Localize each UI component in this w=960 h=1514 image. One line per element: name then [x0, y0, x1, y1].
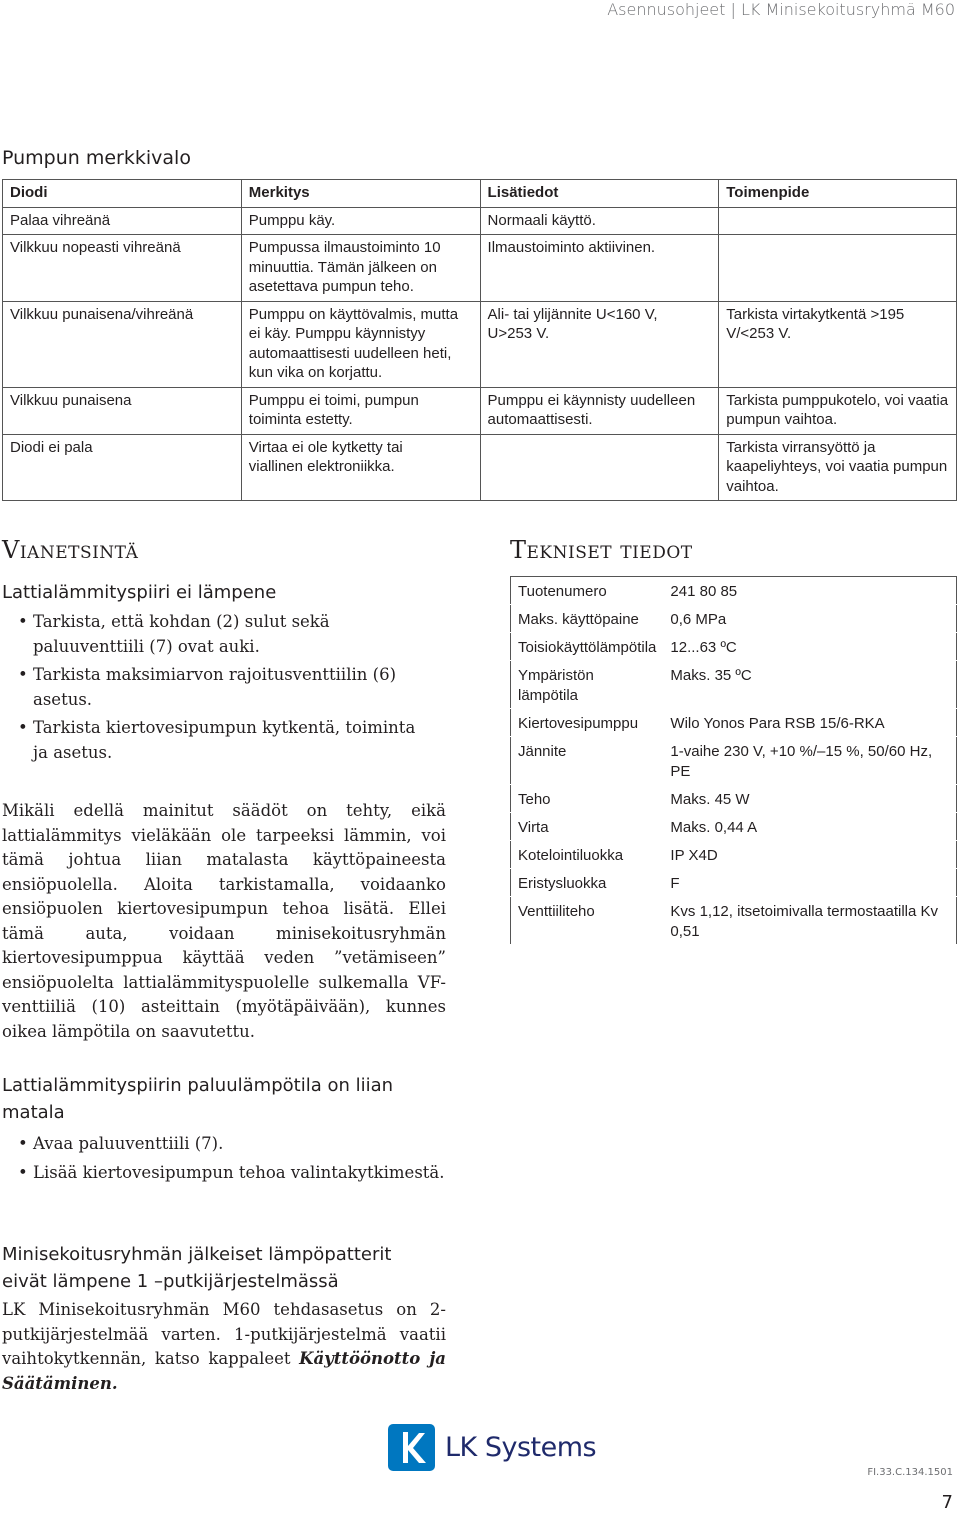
- tech-key: Eristysluokka: [511, 869, 664, 897]
- tech-value: Wilo Yonos Para RSB 15/6-RKA: [663, 709, 956, 737]
- tech-value: 0,6 MPa: [663, 605, 956, 633]
- tech-row: [511, 897, 957, 945]
- tech-value: Maks. 35 ºC: [663, 661, 956, 709]
- tech-row: [511, 813, 957, 841]
- section1-title: Lattialämmityspiiri ei lämpene: [2, 582, 277, 603]
- indicator-table: [2, 179, 957, 501]
- section3-emphasis: Käyttöönotto ja Säätäminen.: [2, 1349, 446, 1393]
- tech-row: [511, 869, 957, 897]
- table-cell: Diodi ei pala: [3, 434, 242, 501]
- table-cell: Vilkkuu nopeasti vihreänä: [3, 235, 242, 302]
- tech-row: [511, 605, 957, 633]
- table-cell: Ali- tai ylijännite U<160 V, U>253 V.: [480, 301, 719, 387]
- table-cell: [719, 207, 957, 235]
- troubleshooting-title: Vianetsintä: [2, 536, 139, 564]
- tech-value: 12...63 ºC: [663, 633, 956, 661]
- tech-value: Maks. 0,44 A: [663, 813, 956, 841]
- tech-row: [511, 709, 957, 737]
- tech-key: Kotelointiluokka: [511, 841, 664, 869]
- tech-key: Tuotenumero: [511, 577, 664, 605]
- column-header: Lisätiedot: [480, 180, 719, 208]
- section3-text: LK Minisekoitusryhmän M60 tehdasasetus on 2-putkijärjestelmää varten. 1-putkijärjestelmä vaatii vaihtokytkennän, katso kappaleet: [2, 1300, 446, 1368]
- tech-key: Virta: [511, 813, 664, 841]
- table-header-row: [3, 180, 957, 208]
- tech-key: Ympäristön lämpötila: [511, 661, 664, 709]
- table-cell: Pumppu käy.: [241, 207, 480, 235]
- section2-bullets: [0, 1132, 450, 1189]
- table-cell: Vilkkuu punaisena: [3, 387, 242, 434]
- tech-key: Kiertovesipumppu: [511, 709, 664, 737]
- list-item: • Tarkista maksimiarvon rajoitusventtiilin (6) asetus.: [0, 663, 432, 712]
- table-row: [3, 434, 957, 501]
- tech-value: IP X4D: [663, 841, 956, 869]
- lk-logo-mark-icon: [388, 1424, 435, 1471]
- tech-key: Teho: [511, 785, 664, 813]
- tech-row: [511, 577, 957, 605]
- column-header: Merkitys: [241, 180, 480, 208]
- tech-row: [511, 785, 957, 813]
- tech-row: [511, 661, 957, 709]
- section2-title: Lattialämmityspiirin paluulämpötila on liian matala: [2, 1075, 394, 1123]
- table-cell: Pumppu ei toimi, pumpun toiminta estetty.: [241, 387, 480, 434]
- column-header: Diodi: [3, 180, 242, 208]
- table-cell: [480, 434, 719, 501]
- tech-row: [511, 633, 957, 661]
- tech-row: [511, 841, 957, 869]
- logo-text: LK Systems: [445, 1432, 597, 1463]
- company-logo: [388, 1424, 596, 1471]
- table-row: [3, 301, 957, 387]
- page-number: 7: [941, 1492, 953, 1513]
- tech-title: Tekniset tiedot: [510, 536, 693, 564]
- tech-key: Venttiiliteho: [511, 897, 664, 945]
- tech-key: Maks. käyttöpaine: [511, 605, 664, 633]
- document-number: FI.33.C.134.1501: [867, 1467, 953, 1478]
- table-row: [3, 387, 957, 434]
- list-item: • Lisää kiertovesipumpun tehoa valintakytkimestä.: [0, 1161, 450, 1186]
- table-row: [3, 207, 957, 235]
- tech-key: Jännite: [511, 737, 664, 785]
- tech-value: 1-vaihe 230 V, +10 %/–15 %, 50/60 Hz, PE: [663, 737, 956, 785]
- table-cell: Pumpussa ilmaustoiminto 10 minuuttia. Tämän jälkeen on asetettava pumpun teho.: [241, 235, 480, 302]
- table-cell: Tarkista pumppukotelo, voi vaatia pumpun vaihtoa.: [719, 387, 957, 434]
- section1-bullets: [0, 610, 432, 769]
- tech-row: [511, 737, 957, 785]
- page-header: Asennusohjeet | LK Minisekoitusryhmä M60: [607, 0, 955, 19]
- table-cell: Ilmaustoiminto aktiivinen.: [480, 235, 719, 302]
- list-item: • Avaa paluuventtiili (7).: [0, 1132, 450, 1157]
- section1-paragraph: Mikäli edellä mainitut säädöt on tehty, eikä lattialämmitys vieläkään ole tarpeeksi lämmin, voi tämä johtua liian matalasta käyttöpaineesta ensiöpuolella. Aloita tarkistamalla, voidaanko ensiöpuolen kiertovesipumpun tehoa lisätä. Ellei tämä auta, voidaan minisekoitusryhmän kiertovesipumppua käyttää veden ”vetämiseen” ensiöpuolelta lattialämmityspuolelle sulkemalla VF-venttiiliä (10) asteittain (myötäpäivään), kunnes oikea lämpötila on saavutettu.: [2, 801, 446, 1041]
- tech-value: Kvs 1,12, itsetoimivalla termostaatilla Kv 0,51: [663, 897, 956, 945]
- table-cell: [719, 235, 957, 302]
- column-header: Toimenpide: [719, 180, 957, 208]
- tech-value: Maks. 45 W: [663, 785, 956, 813]
- table-cell: Virtaa ei ole kytketty tai viallinen elektroniikka.: [241, 434, 480, 501]
- list-item: • Tarkista kiertovesipumpun kytkentä, toiminta ja asetus.: [0, 716, 432, 765]
- section3-title: Minisekoitusryhmän jälkeiset lämpöpatterit eivät lämpene 1 –putkijärjestelmässä: [2, 1244, 392, 1292]
- indicator-title: Pumpun merkkivalo: [2, 147, 191, 169]
- tech-value: F: [663, 869, 956, 897]
- tech-value: 241 80 85: [663, 577, 956, 605]
- list-item: • Tarkista, että kohdan (2) sulut sekä paluuventtiili (7) ovat auki.: [0, 610, 432, 659]
- table-cell: Vilkkuu punaisena/vihreänä: [3, 301, 242, 387]
- table-cell: Tarkista virtakytkentä >195 V/<253 V.: [719, 301, 957, 387]
- table-cell: Pumppu on käyttövalmis, mutta ei käy. Pumppu käynnistyy automaattisesti uudelleen heti, kun vika on korjattu.: [241, 301, 480, 387]
- tech-table: [510, 576, 957, 945]
- table-cell: Pumppu ei käynnisty uudelleen automaattisesti.: [480, 387, 719, 434]
- table-cell: Tarkista virransyöttö ja kaapeliyhteys, voi vaatia pumpun vaihtoa.: [719, 434, 957, 501]
- table-cell: Palaa vihreänä: [3, 207, 242, 235]
- table-cell: Normaali käyttö.: [480, 207, 719, 235]
- tech-key: Toisiokäyttölämpötila: [511, 633, 664, 661]
- section3-paragraph: [2, 1298, 446, 1396]
- table-row: [3, 235, 957, 302]
